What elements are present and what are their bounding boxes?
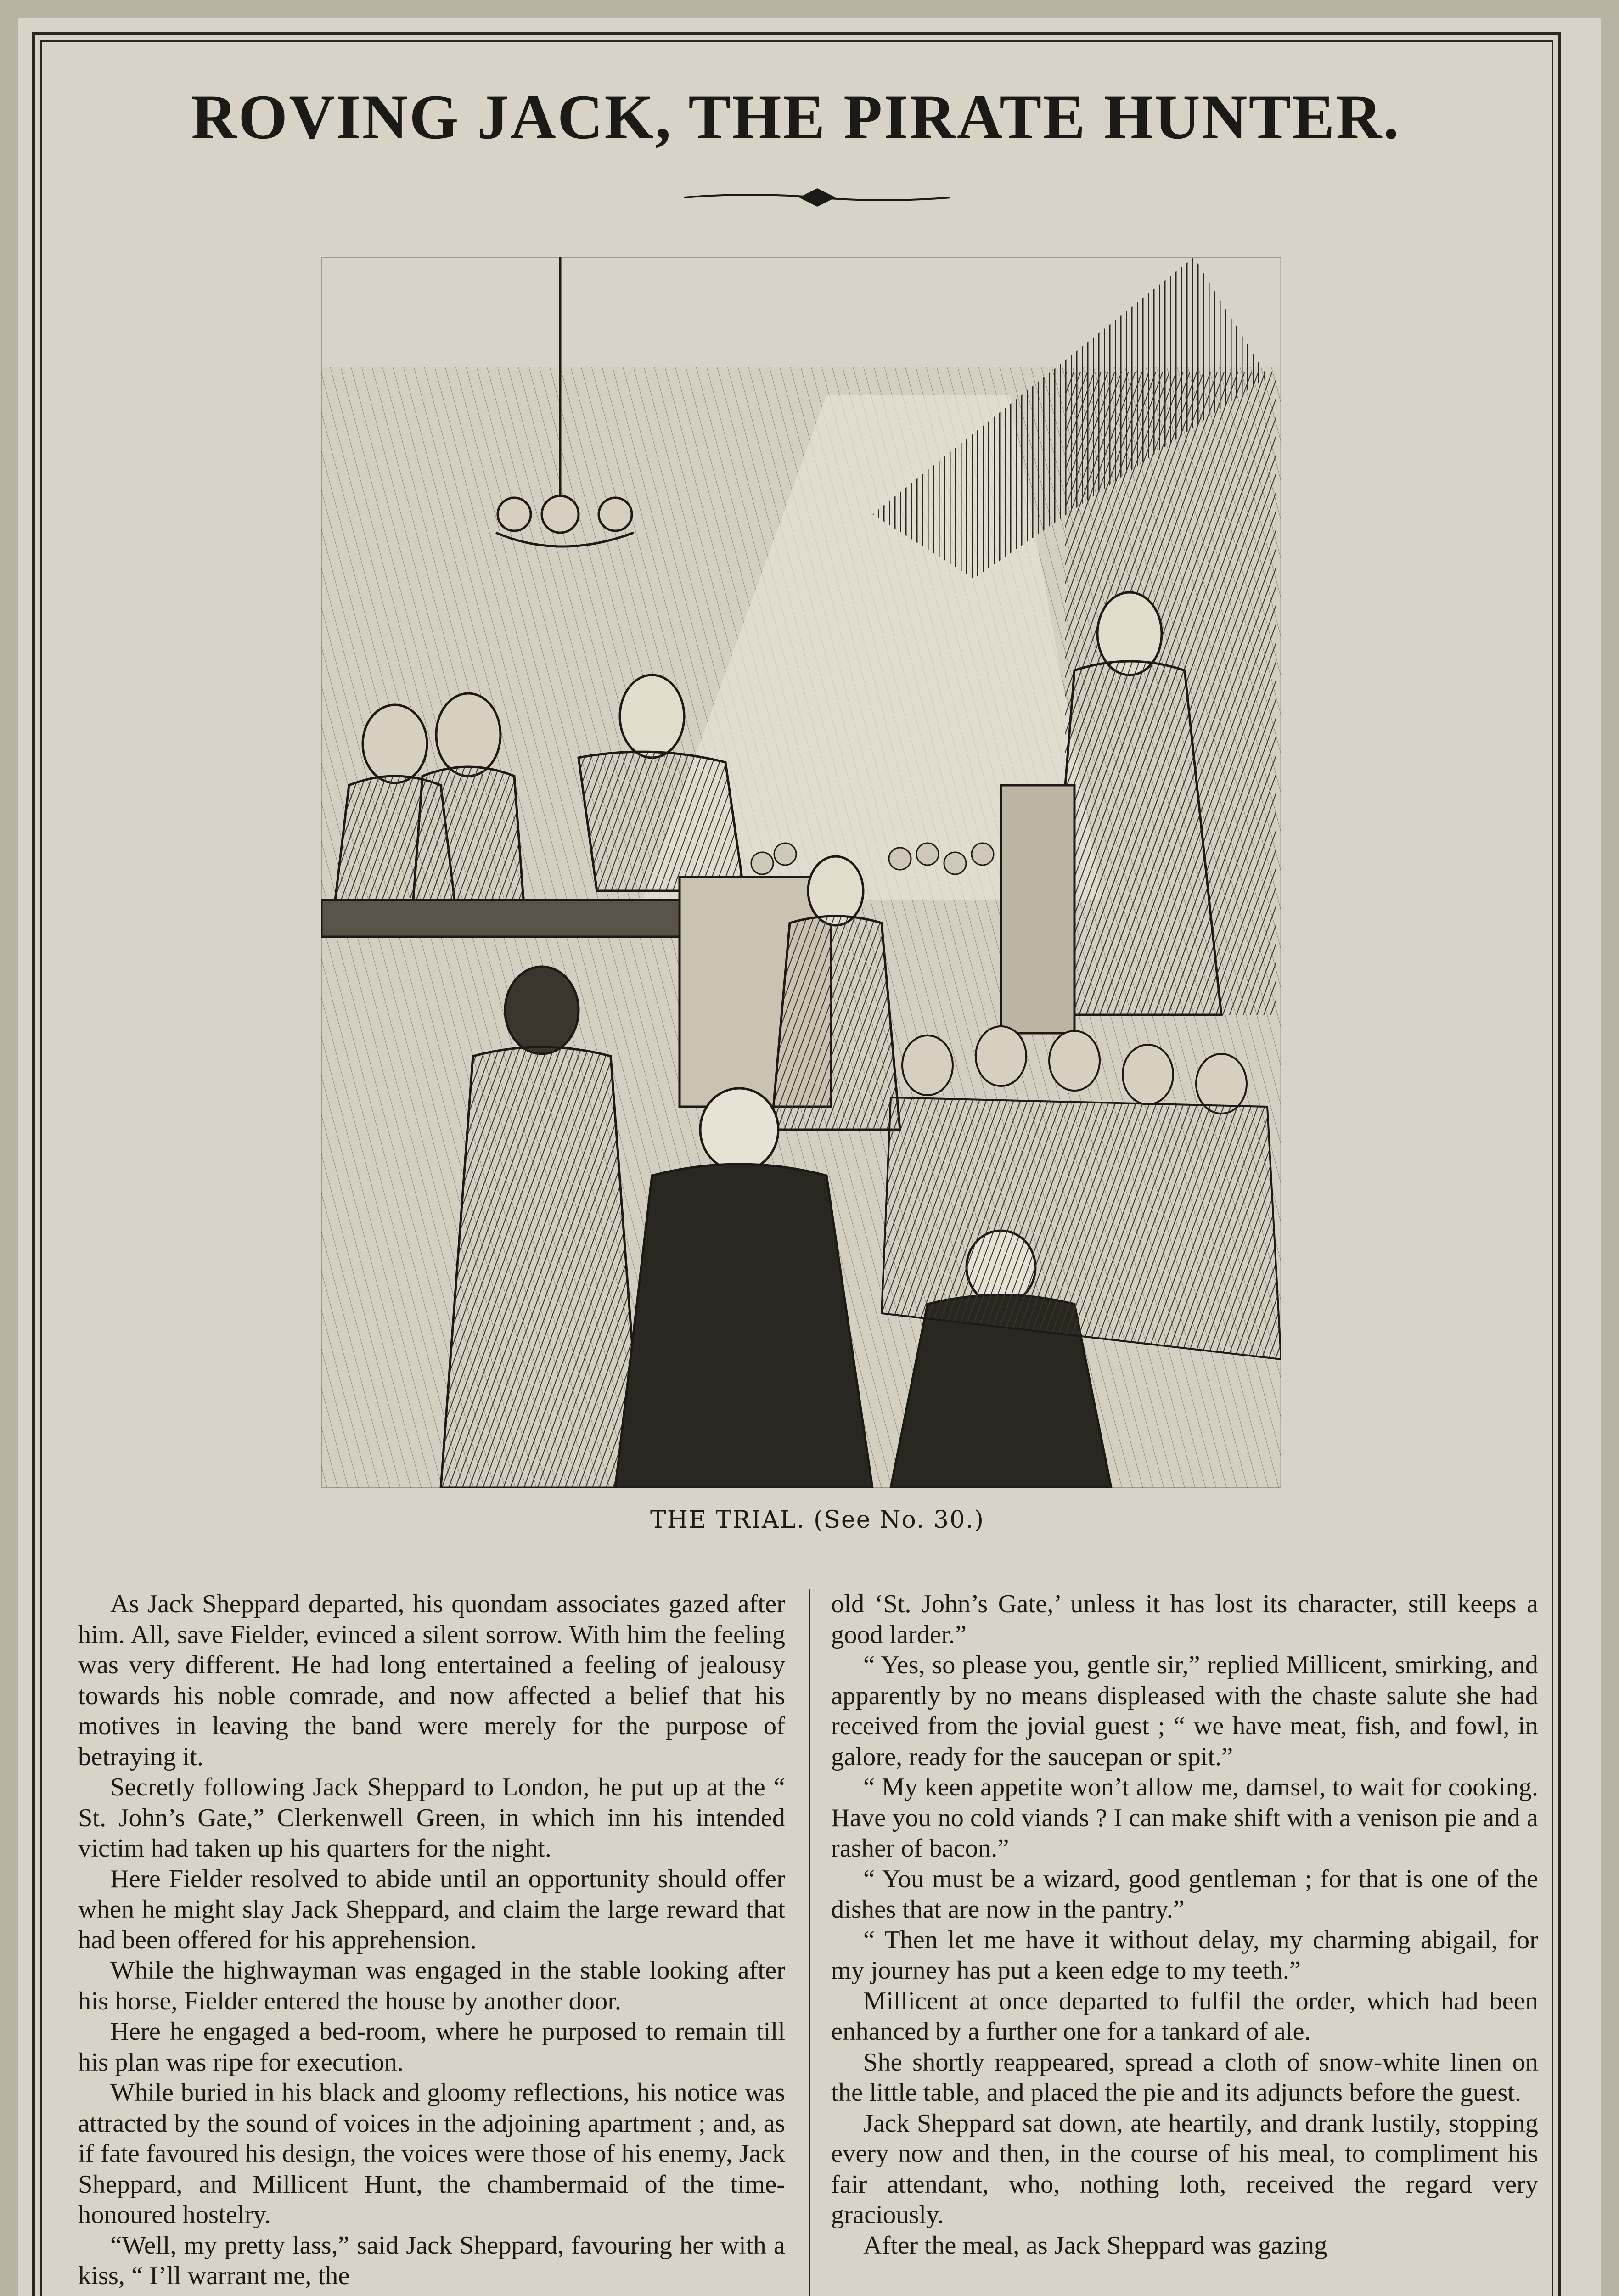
paragraph: Jack Sheppard sat down, ate heartily, and drank lustily, stopping every now and then, in the course of his meal, to compliment his fair attendant, who, nothing loth, received the regard very graciously. (831, 2109, 1538, 2229)
paragraph: While buried in his black and gloomy reflections, his notice was attracted by the sound of voices in the adjoining apartment ; and, as if fate favoured his design, the voices were those of his enemy, Jack Sheppard, and Millicent Hunt, the chambermaid of the time-honoured hostelry. (78, 2078, 785, 2229)
paragraph: “ You must be a wizard, good gentleman ; for that is one of the dishes that are now in the pantry.” (831, 1864, 1538, 1924)
paragraph: While the highwayman was engaged in the stable looking after his horse, Fielder entered the house by another door. (78, 1956, 785, 2015)
paragraph: Secretly following Jack Sheppard to London, he put up at the “ St. John’s Gate,” Clerkenwell Green, in which inn his intended victim had taken up his quarters for the night. (78, 1773, 785, 1863)
paragraph: As Jack Sheppard departed, his quondam associates gazed after him. All, save Fielder, evinced a silent sorrow. With him the feeling was very different. He had long entertained a feeling of jealousy towards his noble comrade, and now affected a belief that his motives in leaving the band were merely for the purpose of betraying it. (78, 1590, 785, 1771)
paragraph: “ My keen appetite won’t allow me, damsel, to wait for cooking. Have you no cold viands ? I can make shift with a venison pie and a rasher of bacon.” (831, 1773, 1538, 1863)
paragraph: She shortly reappeared, spread a cloth of snow-white linen on the little table, and placed the pie and its adjuncts before the guest. (831, 2048, 1538, 2107)
column-divider (809, 1589, 810, 2296)
paragraph: After the meal, as Jack Sheppard was gazing (863, 2231, 1327, 2260)
paragraph: Here Fielder resolved to abide until an opportunity should offer when he might slay Jack Sheppard, and claim the large reward that had been offered for his apprehension. (78, 1864, 785, 1954)
paragraph: old ‘St. John’s Gate,’ unless it has lost its character, still keeps a good larder.” (831, 1590, 1538, 1649)
paragraph: “ Then let me have it without delay, my charming abigail, for my journey has put a keen edge to my teeth.” (831, 1925, 1538, 1985)
paragraph: “Well, my pretty lass,” said Jack Sheppard, favouring her with a kiss, “ I’ll warrant me, the (78, 2231, 785, 2290)
paragraph: Here he engaged a bed-room, where he purposed to remain till his plan was ripe for execution. (78, 2017, 785, 2077)
paragraph: “ Yes, so please you, gentle sir,” replied Millicent, smirking, and apparently by no means displeased with the chaste salute she had received from the jovial guest ; “ we have meat, fish, and fowl, in galore, ready for the saucepan or spit.” (831, 1651, 1538, 1771)
title-ornament-icon (684, 184, 950, 211)
trial-engraving (321, 257, 1281, 1488)
paragraph: Millicent at once departed to fulfil the order, which had been enhanced by a further one for a tankard of ale. (831, 1986, 1538, 2046)
illustration-caption: THE TRIAL. (See No. 30.) (650, 1506, 984, 1534)
left-column (78, 1589, 785, 2291)
right-column (831, 1589, 1538, 2261)
page-title: ROVING JACK, THE PIRATE HUNTER. (191, 82, 1400, 152)
